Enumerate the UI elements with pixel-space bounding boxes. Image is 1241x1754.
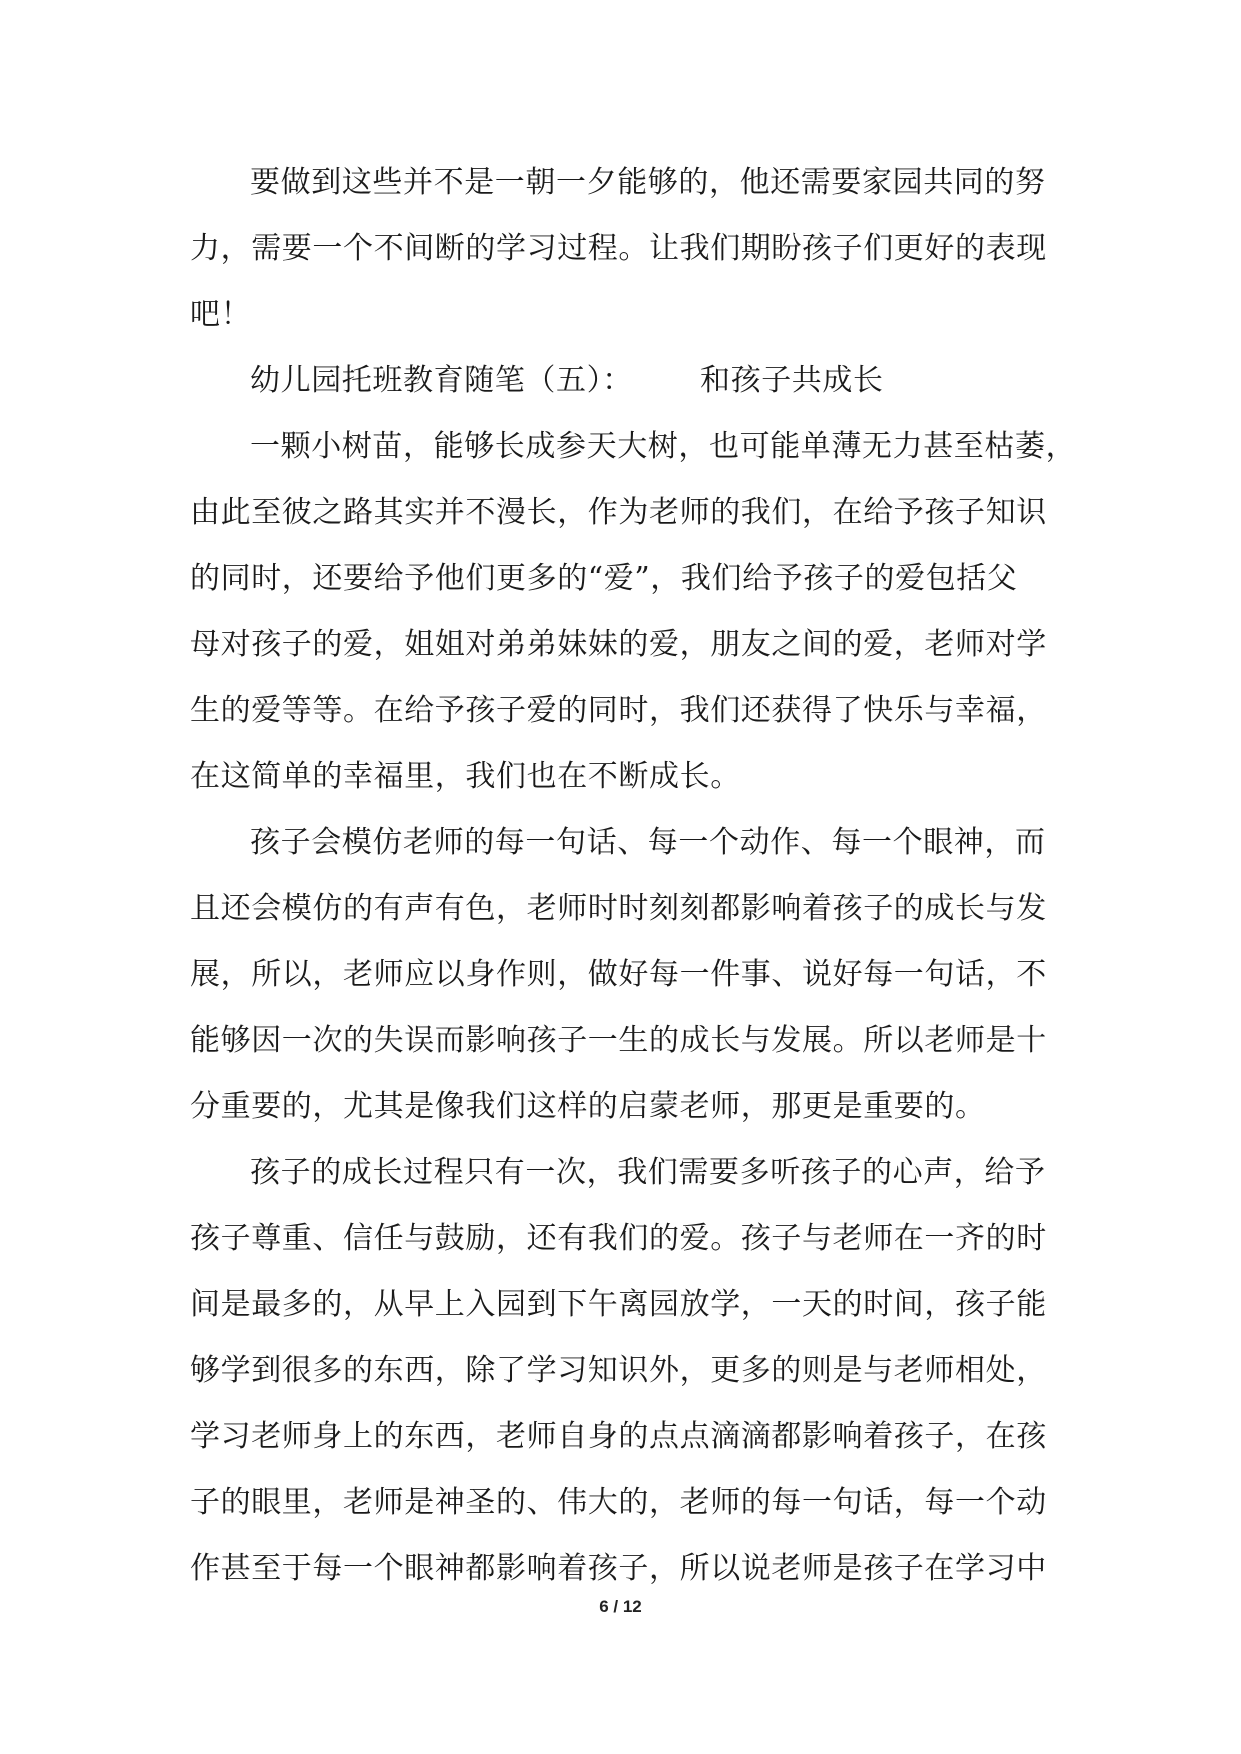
paragraph-line: 子的眼里，老师是神圣的、伟大的，老师的每一句话，每一个动 bbox=[190, 1485, 1047, 1520]
paragraph-line: 能够因一次的失误而影响孩子一生的成长与发展。所以老师是十 bbox=[190, 1023, 1047, 1058]
paragraph-line: 力，需要一个不间断的学习过程。让我们期盼孩子们更好的表现 bbox=[190, 231, 1047, 266]
paragraph-line: 作甚至于每一个眼神都影响着孩子，所以说老师是孩子在学习中 bbox=[190, 1551, 1047, 1586]
paragraph-line: 孩子会模仿老师的每一句话、每一个动作、每一个眼神，而 bbox=[250, 825, 1046, 860]
paragraph-line: 展，所以，老师应以身作则，做好每一件事、说好每一句话，不 bbox=[190, 957, 1047, 992]
paragraph-line: 孩子的成长过程只有一次，我们需要多听孩子的心声，给予 bbox=[250, 1155, 1046, 1190]
paragraph-line: 分重要的，尤其是像我们这样的启蒙老师，那更是重要的。 bbox=[190, 1089, 986, 1124]
paragraph-line: 的同时，还要给予他们更多的“爱”，我们给予孩子的爱包括父 bbox=[190, 561, 1018, 596]
paragraph-line: 孩子尊重、信任与鼓励，还有我们的爱。孩子与老师在一齐的时 bbox=[190, 1221, 1047, 1256]
paragraph-line: 且还会模仿的有声有色，老师时时刻刻都影响着孩子的成长与发 bbox=[190, 891, 1047, 926]
section-heading-title: 和孩子共成长 bbox=[700, 363, 884, 398]
paragraph-line: 在这简单的幸福里，我们也在不断成长。 bbox=[190, 759, 741, 794]
paragraph-line: 间是最多的，从早上入园到下午离园放学，一天的时间，孩子能 bbox=[190, 1287, 1047, 1322]
paragraph-line: 一颗小树苗，能够长成参天大树，也可能单薄无力甚至枯萎， bbox=[250, 429, 1077, 464]
paragraph-line: 吧！ bbox=[190, 297, 252, 332]
page-number: 6 / 12 bbox=[599, 1597, 642, 1616]
paragraph-line: 够学到很多的东西，除了学习知识外，更多的则是与老师相处， bbox=[190, 1353, 1047, 1388]
paragraph-line: 母对孩子的爱，姐姐对弟弟妹妹的爱，朋友之间的爱，老师对学 bbox=[190, 627, 1047, 662]
paragraph-line: 学习老师身上的东西，老师自身的点点滴滴都影响着孩子，在孩 bbox=[190, 1419, 1047, 1454]
paragraph-line: 要做到这些并不是一朝一夕能够的，他还需要家园共同的努 bbox=[250, 165, 1046, 200]
section-heading-prefix: 幼儿园托班教育随笔（五）： bbox=[250, 363, 633, 398]
paragraph-line: 生的爱等等。在给予孩子爱的同时，我们还获得了快乐与幸福， bbox=[190, 693, 1047, 728]
paragraph-line: 由此至彼之路其实并不漫长，作为老师的我们，在给予孩子知识 bbox=[190, 495, 1047, 530]
